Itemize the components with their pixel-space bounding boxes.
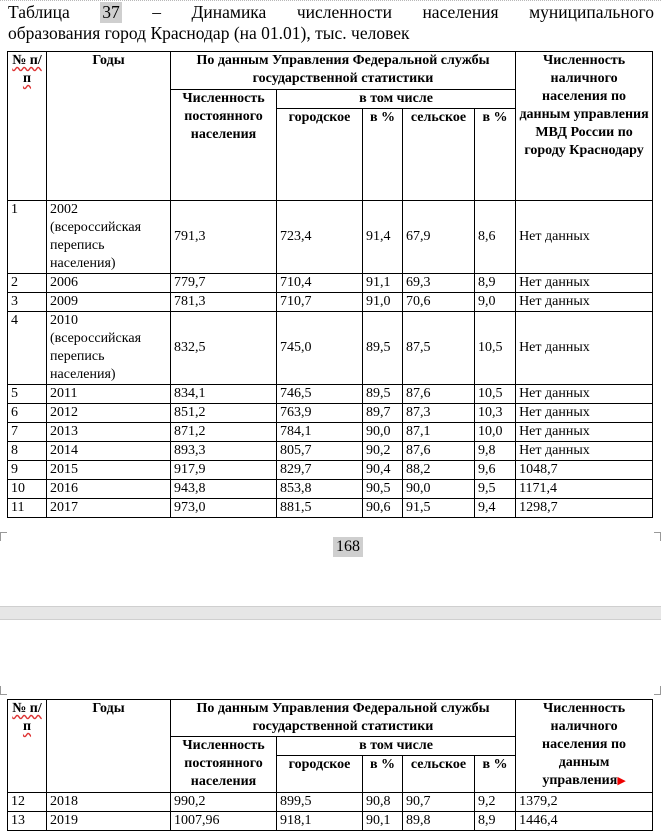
cell-mvd: Нет данных [516, 442, 653, 461]
cell-population: 832,5 [171, 312, 277, 385]
header-including-group [277, 737, 516, 793]
caption-word: Динамика [191, 2, 267, 22]
cell-rural: 87,6 [403, 385, 475, 404]
header-pct-urban: в % [363, 756, 403, 792]
header-mvd: Численность наличного населения по данным управления▶ [516, 700, 653, 793]
cell-rural: 87,1 [403, 423, 475, 442]
cell-population: 1007,96 [171, 812, 277, 831]
table-row [8, 442, 653, 461]
cell-pct-rural: 9,2 [475, 793, 516, 812]
cell-pct-urban: 90,0 [363, 423, 403, 442]
cell-mvd: 1048,7 [516, 461, 653, 480]
table-row [8, 461, 653, 480]
cell-pct-urban: 91,4 [363, 201, 403, 274]
cell-pct-urban: 90,2 [363, 442, 403, 461]
cell-mvd: Нет данных [516, 201, 653, 274]
header-permanent: Численность постоянного населения [171, 737, 277, 793]
cell-mvd: Нет данных [516, 293, 653, 312]
cell-pct-urban: 89,5 [363, 312, 403, 385]
caption-line-2: образования город Краснодар (на 01.01), тыс. человек [8, 23, 410, 43]
cell-urban: 853,8 [277, 480, 363, 499]
table-row [8, 293, 653, 312]
header-including: в том числе [277, 90, 515, 109]
cell-mvd: 1298,7 [516, 499, 653, 518]
cell-rural: 69,3 [403, 274, 475, 293]
header-mvd: Численность наличного населения по данным управления МВД России по городу Краснодару [516, 52, 653, 201]
cell-pct-rural: 8,9 [475, 274, 516, 293]
header-num: № п/п [8, 52, 47, 201]
cell-num: 6 [8, 404, 47, 423]
cell-rural: 67,9 [403, 201, 475, 274]
cell-rural: 90,7 [403, 793, 475, 812]
cell-num: 11 [8, 499, 47, 518]
cell-population: 834,1 [171, 385, 277, 404]
cell-num: 12 [8, 793, 47, 812]
caption-word: муниципального [529, 2, 654, 22]
cell-year: 2006 [47, 274, 171, 293]
caption-word: численности [296, 2, 392, 22]
cell-pct-urban: 91,1 [363, 274, 403, 293]
page-number: 168 [333, 537, 363, 557]
header-pct-rural: в % [482, 110, 508, 125]
caption-table-number: 37 [102, 2, 120, 22]
cell-num: 9 [8, 461, 47, 480]
cell-mvd: Нет данных [516, 385, 653, 404]
table-header-continued [8, 700, 653, 793]
header-pct-rural: в % [482, 757, 508, 772]
cell-rural: 70,6 [403, 293, 475, 312]
cell-pct-rural: 10,3 [475, 404, 516, 423]
cell-population: 781,3 [171, 293, 277, 312]
cell-pct-urban: 90,4 [363, 461, 403, 480]
cell-mvd: 1446,4 [516, 812, 653, 831]
table-row [8, 423, 653, 442]
cell-pct-rural: 9,6 [475, 461, 516, 480]
cell-num: 2 [8, 274, 47, 293]
cell-year: 2002 (всероссийская перепись населения) [47, 201, 171, 274]
caption-word: населения [422, 2, 499, 22]
cell-rural: 91,5 [403, 499, 475, 518]
cell-pct-rural: 9,0 [475, 293, 516, 312]
table-row [8, 201, 653, 274]
cell-num: 1 [8, 201, 47, 274]
header-sub-row [277, 756, 515, 792]
table-header [8, 52, 653, 201]
header-including: в том числе [277, 737, 515, 756]
cell-pct-rural: 8,9 [475, 812, 516, 831]
cell-mvd: Нет данных [516, 404, 653, 423]
cell-population: 779,7 [171, 274, 277, 293]
table-body [8, 201, 653, 518]
table-row [8, 385, 653, 404]
table-caption [8, 2, 654, 44]
cell-year: 2013 [47, 423, 171, 442]
cell-urban: 710,4 [277, 274, 363, 293]
cell-num: 8 [8, 442, 47, 461]
header-rural: сельское [403, 756, 475, 792]
cell-pct-urban: 89,7 [363, 404, 403, 423]
cell-mvd: 1171,4 [516, 480, 653, 499]
header-rosstat: По данным Управления Федеральной службы государственной статистики [171, 52, 516, 90]
header-years: Годы [47, 700, 171, 793]
page-corner-mark [0, 686, 7, 695]
cell-num: 3 [8, 293, 47, 312]
population-table [7, 51, 653, 518]
table-row [8, 499, 653, 518]
caption-line-1 [8, 2, 654, 23]
cell-urban: 829,7 [277, 461, 363, 480]
cell-urban: 899,5 [277, 793, 363, 812]
cell-rural: 87,6 [403, 442, 475, 461]
page-corner-mark [654, 532, 661, 541]
cell-pct-rural: 9,8 [475, 442, 516, 461]
cell-year: 2016 [47, 480, 171, 499]
table-row [8, 812, 653, 831]
cell-urban: 763,9 [277, 404, 363, 423]
cell-num: 10 [8, 480, 47, 499]
cell-mvd: Нет данных [516, 274, 653, 293]
cell-pct-urban: 90,1 [363, 812, 403, 831]
cell-year: 2019 [47, 812, 171, 831]
header-permanent: Численность постоянного населения [171, 90, 277, 201]
cell-year: 2015 [47, 461, 171, 480]
cell-population: 973,0 [171, 499, 277, 518]
population-table-continued [7, 699, 653, 831]
cell-urban: 805,7 [277, 442, 363, 461]
header-including-group [277, 90, 516, 201]
cell-rural: 90,0 [403, 480, 475, 499]
cell-pct-rural: 9,5 [475, 480, 516, 499]
page-gap [0, 606, 661, 620]
cell-urban: 918,1 [277, 812, 363, 831]
cell-year: 2009 [47, 293, 171, 312]
cell-pct-urban: 90,5 [363, 480, 403, 499]
cell-year: 2011 [47, 385, 171, 404]
cell-population: 943,8 [171, 480, 277, 499]
caption-word: Таблица [8, 2, 70, 22]
cell-population: 851,2 [171, 404, 277, 423]
table-row [8, 480, 653, 499]
overflow-marker-icon: ▶ [617, 775, 626, 787]
cell-pct-urban: 91,0 [363, 293, 403, 312]
cell-pct-rural: 10,5 [475, 312, 516, 385]
cell-pct-rural: 10,5 [475, 385, 516, 404]
header-urban: городское [277, 109, 363, 200]
cell-urban: 745,0 [277, 312, 363, 385]
cell-population: 791,3 [171, 201, 277, 274]
cell-urban: 881,5 [277, 499, 363, 518]
cell-year: 2017 [47, 499, 171, 518]
table-row [8, 274, 653, 293]
cell-mvd: Нет данных [516, 423, 653, 442]
cell-year: 2010 (всероссийская перепись населения) [47, 312, 171, 385]
cell-urban: 723,4 [277, 201, 363, 274]
cell-urban: 746,5 [277, 385, 363, 404]
cell-population: 871,2 [171, 423, 277, 442]
cell-pct-rural: 10,0 [475, 423, 516, 442]
cell-pct-urban: 89,5 [363, 385, 403, 404]
table-row [8, 404, 653, 423]
cell-population: 917,9 [171, 461, 277, 480]
cell-mvd: 1379,2 [516, 793, 653, 812]
cell-rural: 87,5 [403, 312, 475, 385]
cell-rural: 88,2 [403, 461, 475, 480]
table-row [8, 312, 653, 385]
cell-population: 990,2 [171, 793, 277, 812]
header-rosstat: По данным Управления Федеральной службы государственной статистики [171, 700, 516, 737]
cell-rural: 89,8 [403, 812, 475, 831]
header-urban: городское [277, 756, 363, 792]
cell-num: 13 [8, 812, 47, 831]
cell-num: 5 [8, 385, 47, 404]
cell-pct-rural: 9,4 [475, 499, 516, 518]
header-years: Годы [47, 52, 171, 201]
cell-pct-rural: 8,6 [475, 201, 516, 274]
table-body-continued [8, 793, 653, 831]
page-corner-mark [654, 686, 661, 695]
cell-urban: 784,1 [277, 423, 363, 442]
header-pct-urban: в % [363, 109, 403, 200]
header-rural: сельское [403, 109, 475, 200]
table-row [8, 793, 653, 812]
header-sub-row [277, 109, 515, 200]
cell-pct-urban: 90,6 [363, 499, 403, 518]
cell-population: 893,3 [171, 442, 277, 461]
page-corner-mark [0, 532, 7, 541]
cell-year: 2014 [47, 442, 171, 461]
header-num: № п/п [8, 700, 47, 793]
caption-word: – [152, 2, 161, 22]
cell-year: 2018 [47, 793, 171, 812]
cell-num: 4 [8, 312, 47, 385]
cell-num: 7 [8, 423, 47, 442]
cell-year: 2012 [47, 404, 171, 423]
cell-rural: 87,3 [403, 404, 475, 423]
cell-pct-urban: 90,8 [363, 793, 403, 812]
cell-mvd: Нет данных [516, 312, 653, 385]
cell-urban: 710,7 [277, 293, 363, 312]
